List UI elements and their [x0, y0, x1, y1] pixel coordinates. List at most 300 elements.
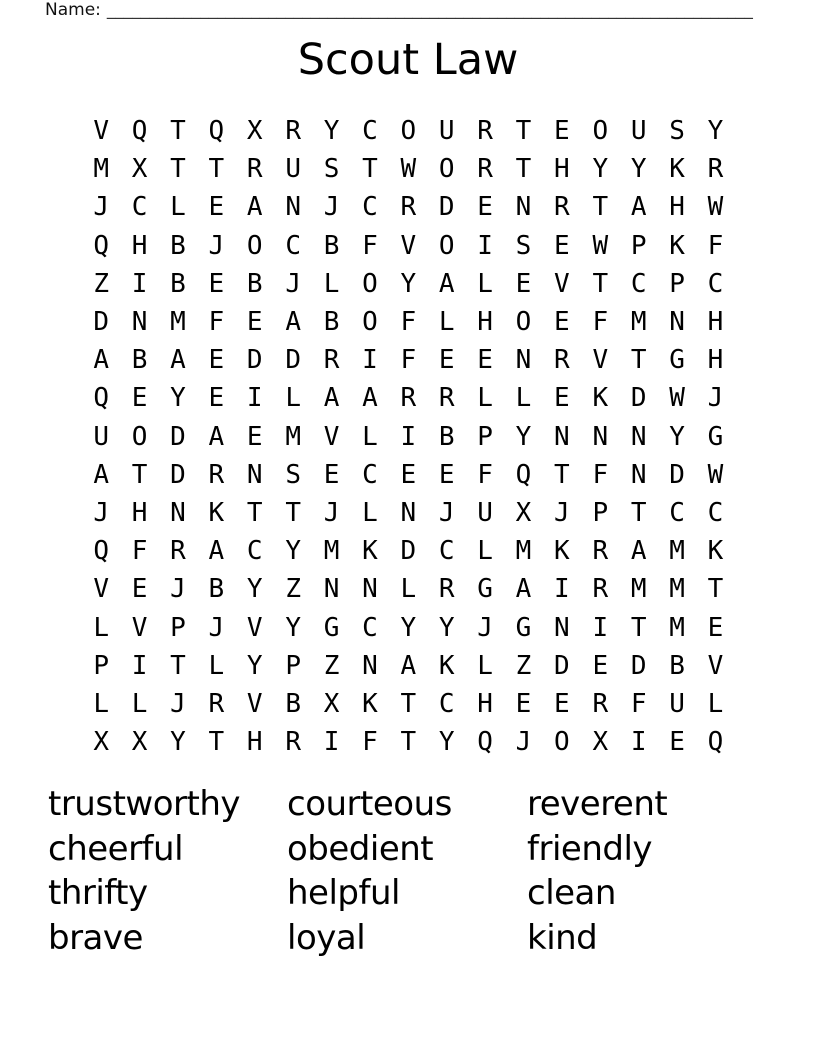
grid-letter: L — [477, 268, 493, 299]
word-list-column — [527, 782, 667, 960]
grid-letter: N — [400, 497, 417, 528]
grid-letter: A — [208, 421, 225, 452]
grid-letter: L — [515, 383, 532, 414]
grid-letter: R — [285, 727, 301, 758]
grid-letter: K — [438, 650, 455, 681]
grid-letter: D — [554, 650, 570, 681]
grid-letter: F — [208, 307, 225, 338]
grid-letter: E — [246, 307, 263, 338]
grid-letter: Z — [323, 650, 340, 681]
grid-letter: E — [554, 116, 570, 147]
grid-letter: Y — [438, 727, 455, 758]
grid-letter: L — [362, 497, 378, 528]
grid-row — [82, 647, 735, 685]
grid-letter: Y — [515, 421, 532, 452]
grid-letter: W — [592, 230, 609, 261]
grid-letter: Y — [170, 727, 186, 758]
grid-letter: J — [477, 612, 493, 643]
grid-letter: T — [515, 154, 532, 185]
grid-letter: R — [323, 345, 340, 376]
grid-letter: G — [477, 574, 493, 605]
grid-letter: R — [285, 116, 301, 147]
grid-letter: J — [208, 612, 225, 643]
word-item: obedient — [287, 828, 434, 869]
grid-letter: E — [208, 268, 225, 299]
grid-letter: D — [669, 459, 685, 490]
grid-letter: F — [400, 307, 417, 338]
wordsearch-grid — [82, 112, 735, 761]
grid-letter: K — [669, 230, 685, 261]
grid-letter: N — [246, 459, 263, 490]
grid-letter: P — [170, 612, 186, 643]
grid-row — [82, 265, 735, 303]
grid-letter: M — [285, 421, 301, 452]
grid-letter: S — [285, 459, 301, 490]
grid-letter: W — [669, 383, 685, 414]
grid-letter: T — [630, 345, 647, 376]
grid-row — [82, 379, 735, 417]
grid-letter: D — [285, 345, 301, 376]
grid-letter: L — [477, 650, 493, 681]
grid-letter: A — [323, 383, 340, 414]
grid-letter: J — [323, 497, 340, 528]
word-item: trustworthy — [48, 784, 240, 824]
grid-letter: X — [592, 727, 609, 758]
grid-letter: B — [669, 650, 685, 681]
grid-letter: H — [554, 154, 570, 185]
grid-letter: E — [131, 383, 148, 414]
grid-letter: A — [93, 459, 110, 490]
grid-letter: E — [246, 421, 263, 452]
grid-letter: L — [477, 383, 493, 414]
grid-letter: C — [438, 536, 455, 567]
grid-letter: J — [170, 574, 186, 605]
word-item: thrifty — [48, 873, 148, 913]
grid-letter: O — [438, 154, 455, 185]
grid-letter: Y — [170, 383, 186, 414]
grid-letter: Q — [131, 116, 148, 147]
grid-letter: K — [554, 536, 570, 567]
grid-letter: R — [592, 536, 609, 567]
grid-letter: P — [669, 268, 685, 299]
grid-letter: T — [170, 116, 186, 147]
grid-letter: O — [515, 307, 532, 338]
grid-letter: T — [554, 459, 570, 490]
grid-letter: A — [400, 650, 417, 681]
grid-letter: O — [438, 230, 455, 261]
grid-letter: V — [93, 574, 110, 605]
grid-letter: N — [630, 421, 647, 452]
grid-letter: R — [477, 116, 493, 147]
grid-letter: N — [630, 459, 647, 490]
grid-letter: E — [554, 230, 570, 261]
grid-letter: E — [515, 268, 532, 299]
grid-letter: Y — [246, 574, 263, 605]
grid-letter: L — [208, 650, 225, 681]
word-item: kind — [527, 917, 598, 958]
grid-letter: L — [93, 688, 110, 719]
grid-letter: W — [707, 459, 724, 490]
grid-letter: T — [630, 497, 647, 528]
grid-letter: J — [515, 727, 532, 758]
grid-letter: P — [630, 230, 647, 261]
grid-letter: I — [323, 727, 340, 758]
grid-letter: I — [131, 650, 148, 681]
grid-letter: E — [208, 345, 225, 376]
grid-letter: T — [170, 154, 186, 185]
grid-letter: M — [170, 307, 186, 338]
grid-letter: T — [707, 574, 724, 605]
grid-letter: Q — [515, 459, 532, 490]
grid-letter: Q — [93, 230, 110, 261]
grid-row — [82, 494, 735, 532]
grid-letter: O — [362, 307, 378, 338]
grid-letter: L — [93, 612, 110, 643]
grid-letter: F — [592, 307, 609, 338]
grid-letter: X — [515, 497, 532, 528]
grid-letter: R — [707, 154, 724, 185]
grid-letter: K — [208, 497, 225, 528]
grid-letter: J — [208, 230, 225, 261]
grid-letter: D — [630, 650, 647, 681]
grid-letter: J — [554, 497, 570, 528]
grid-letter: O — [362, 268, 378, 299]
grid-letter: I — [400, 421, 417, 452]
grid-letter: T — [285, 497, 301, 528]
grid-letter: E — [208, 383, 225, 414]
grid-letter: B — [131, 345, 148, 376]
grid-letter: O — [592, 116, 609, 147]
grid-letter: H — [131, 230, 148, 261]
grid-letter: X — [131, 727, 148, 758]
grid-letter: D — [400, 536, 417, 567]
grid-row — [82, 723, 735, 761]
grid-letter: L — [131, 688, 148, 719]
grid-letter: U — [285, 154, 301, 185]
grid-letter: Y — [707, 116, 724, 147]
grid-letter: A — [93, 345, 110, 376]
grid-letter: R — [170, 536, 186, 567]
grid-letter: T — [515, 116, 532, 147]
grid-letter: F — [630, 688, 647, 719]
grid-letter: T — [400, 688, 417, 719]
grid-letter: C — [630, 268, 647, 299]
grid-letter: T — [362, 154, 378, 185]
grid-letter: Q — [208, 116, 225, 147]
grid-letter: V — [323, 421, 340, 452]
word-item: reverent — [527, 784, 668, 824]
grid-letter: X — [131, 154, 148, 185]
grid-letter: J — [170, 688, 186, 719]
grid-letter: F — [131, 536, 148, 567]
grid-letter: M — [669, 536, 685, 567]
grid-letter: B — [170, 268, 186, 299]
grid-letter: B — [285, 688, 301, 719]
grid-letter: W — [400, 154, 417, 185]
grid-letter: D — [246, 345, 263, 376]
grid-letter: V — [400, 230, 417, 261]
grid-letter: C — [707, 497, 724, 528]
grid-letter: T — [592, 192, 609, 223]
grid-letter: T — [400, 727, 417, 758]
grid-letter: E — [438, 345, 455, 376]
grid-letter: S — [515, 230, 532, 261]
grid-letter: C — [669, 497, 685, 528]
grid-letter: F — [400, 345, 417, 376]
grid-letter: Y — [669, 421, 685, 452]
grid-letter: U — [477, 497, 493, 528]
word-list-column — [287, 782, 452, 960]
grid-letter: T — [131, 459, 148, 490]
grid-letter: B — [246, 268, 263, 299]
grid-letter: J — [438, 497, 455, 528]
grid-letter: H — [246, 727, 263, 758]
grid-letter: E — [707, 612, 724, 643]
grid-letter: L — [707, 688, 724, 719]
grid-letter: U — [438, 116, 455, 147]
grid-letter: N — [515, 192, 532, 223]
grid-letter: N — [131, 307, 148, 338]
grid-letter: R — [554, 192, 570, 223]
grid-letter: U — [93, 421, 110, 452]
grid-letter: G — [515, 612, 532, 643]
grid-letter: C — [362, 612, 378, 643]
grid-letter: M — [630, 574, 647, 605]
grid-letter: G — [323, 612, 340, 643]
word-item: cheerful — [48, 828, 184, 869]
grid-letter: N — [362, 574, 378, 605]
grid-letter: E — [592, 650, 609, 681]
grid-letter: T — [246, 497, 263, 528]
grid-letter: N — [170, 497, 186, 528]
grid-letter: Y — [630, 154, 647, 185]
grid-row — [82, 341, 735, 379]
word-list-column — [48, 782, 240, 960]
grid-letter: E — [208, 192, 225, 223]
grid-row — [82, 685, 735, 723]
grid-letter: R — [400, 192, 417, 223]
grid-letter: B — [438, 421, 455, 452]
grid-letter: A — [362, 383, 378, 414]
grid-letter: X — [246, 116, 263, 147]
grid-letter: N — [669, 307, 685, 338]
grid-letter: A — [208, 536, 225, 567]
grid-letter: E — [400, 459, 417, 490]
grid-letter: B — [170, 230, 186, 261]
grid-row — [82, 150, 735, 188]
grid-letter: K — [669, 154, 685, 185]
grid-letter: T — [630, 612, 647, 643]
grid-letter: A — [438, 268, 455, 299]
grid-letter: E — [515, 688, 532, 719]
word-item: helpful — [287, 873, 400, 913]
grid-letter: Y — [285, 612, 301, 643]
word-item: loyal — [287, 917, 366, 958]
grid-letter: A — [285, 307, 301, 338]
grid-letter: V — [131, 612, 148, 643]
grid-letter: O — [131, 421, 148, 452]
grid-letter: D — [630, 383, 647, 414]
grid-letter: T — [170, 650, 186, 681]
grid-letter: C — [246, 536, 263, 567]
grid-letter: J — [707, 383, 724, 414]
grid-letter: T — [208, 154, 225, 185]
grid-letter: Z — [285, 574, 301, 605]
grid-letter: M — [515, 536, 532, 567]
grid-letter: L — [362, 421, 378, 452]
grid-letter: L — [285, 383, 301, 414]
grid-letter: I — [246, 383, 263, 414]
grid-letter: Y — [438, 612, 455, 643]
grid-letter: H — [477, 688, 493, 719]
grid-letter: A — [246, 192, 263, 223]
grid-letter: M — [669, 574, 685, 605]
grid-letter: I — [630, 727, 647, 758]
grid-letter: J — [323, 192, 340, 223]
grid-letter: E — [554, 383, 570, 414]
grid-letter: G — [707, 421, 724, 452]
grid-letter: M — [630, 307, 647, 338]
grid-letter: C — [362, 192, 378, 223]
grid-letter: Y — [592, 154, 609, 185]
grid-letter: T — [592, 268, 609, 299]
grid-letter: R — [438, 383, 455, 414]
grid-letter: A — [170, 345, 186, 376]
grid-letter: P — [93, 650, 110, 681]
grid-letter: V — [592, 345, 609, 376]
grid-letter: H — [707, 345, 724, 376]
grid-letter: F — [362, 727, 378, 758]
grid-letter: H — [131, 497, 148, 528]
grid-letter: R — [208, 459, 225, 490]
grid-letter: L — [477, 536, 493, 567]
grid-letter: V — [707, 650, 724, 681]
grid-letter: Z — [93, 268, 110, 299]
grid-letter: R — [208, 688, 225, 719]
grid-letter: F — [592, 459, 609, 490]
grid-letter: Q — [93, 383, 110, 414]
grid-letter: M — [323, 536, 340, 567]
grid-letter: O — [400, 116, 417, 147]
grid-letter: Y — [323, 116, 340, 147]
grid-letter: A — [630, 536, 647, 567]
grid-letter: C — [131, 192, 148, 223]
grid-letter: R — [438, 574, 455, 605]
grid-letter: Y — [246, 650, 263, 681]
grid-letter: L — [438, 307, 455, 338]
grid-row — [82, 188, 735, 226]
grid-letter: J — [93, 497, 110, 528]
grid-letter: D — [438, 192, 455, 223]
grid-letter: K — [707, 536, 724, 567]
grid-letter: H — [707, 307, 724, 338]
grid-letter: U — [669, 688, 685, 719]
grid-letter: M — [93, 154, 110, 185]
grid-letter: B — [323, 307, 340, 338]
grid-letter: B — [323, 230, 340, 261]
grid-letter: X — [93, 727, 110, 758]
grid-letter: N — [515, 345, 532, 376]
grid-row — [82, 456, 735, 494]
grid-letter: Y — [400, 612, 417, 643]
grid-letter: P — [592, 497, 609, 528]
grid-letter: A — [515, 574, 532, 605]
grid-letter: R — [554, 345, 570, 376]
grid-letter: P — [477, 421, 493, 452]
name-row — [45, 0, 753, 20]
grid-letter: L — [170, 192, 186, 223]
grid-letter: E — [477, 345, 493, 376]
grid-letter: C — [438, 688, 455, 719]
grid-letter: F — [707, 230, 724, 261]
grid-letter: S — [669, 116, 685, 147]
grid-letter: C — [707, 268, 724, 299]
grid-letter: T — [208, 727, 225, 758]
grid-letter: R — [400, 383, 417, 414]
grid-letter: Q — [93, 536, 110, 567]
grid-row — [82, 227, 735, 265]
grid-letter: I — [362, 345, 378, 376]
word-item: friendly — [527, 828, 653, 869]
grid-letter: N — [285, 192, 301, 223]
grid-letter: E — [438, 459, 455, 490]
word-item: clean — [527, 873, 616, 913]
grid-letter: C — [362, 116, 378, 147]
grid-letter: K — [592, 383, 609, 414]
grid-letter: M — [669, 612, 685, 643]
grid-letter: E — [131, 574, 148, 605]
grid-letter: V — [246, 612, 263, 643]
grid-letter: J — [285, 268, 301, 299]
grid-letter: W — [707, 192, 724, 223]
grid-letter: D — [170, 459, 186, 490]
grid-letter: L — [323, 268, 340, 299]
grid-row — [82, 112, 735, 150]
grid-letter: N — [362, 650, 378, 681]
grid-letter: I — [131, 268, 148, 299]
grid-letter: E — [477, 192, 493, 223]
grid-letter: L — [400, 574, 417, 605]
grid-letter: H — [669, 192, 685, 223]
grid-letter: R — [477, 154, 493, 185]
grid-letter: X — [323, 688, 340, 719]
grid-letter: H — [477, 307, 493, 338]
grid-letter: Q — [477, 727, 493, 758]
grid-row — [82, 532, 735, 570]
grid-letter: B — [208, 574, 225, 605]
grid-letter: E — [323, 459, 340, 490]
grid-letter: R — [246, 154, 263, 185]
grid-letter: F — [362, 230, 378, 261]
grid-letter: E — [554, 688, 570, 719]
grid-letter: N — [323, 574, 340, 605]
grid-letter: R — [592, 688, 609, 719]
grid-letter: D — [93, 307, 110, 338]
grid-letter: K — [362, 536, 378, 567]
grid-letter: C — [362, 459, 378, 490]
grid-letter: A — [630, 192, 647, 223]
grid-letter: Y — [400, 268, 417, 299]
grid-letter: I — [554, 574, 570, 605]
grid-letter: V — [246, 688, 263, 719]
grid-row — [82, 608, 735, 646]
grid-row — [82, 570, 735, 608]
grid-letter: Z — [515, 650, 532, 681]
grid-letter: O — [246, 230, 263, 261]
grid-letter: N — [592, 421, 609, 452]
grid-letter: I — [477, 230, 493, 261]
grid-letter: O — [554, 727, 570, 758]
